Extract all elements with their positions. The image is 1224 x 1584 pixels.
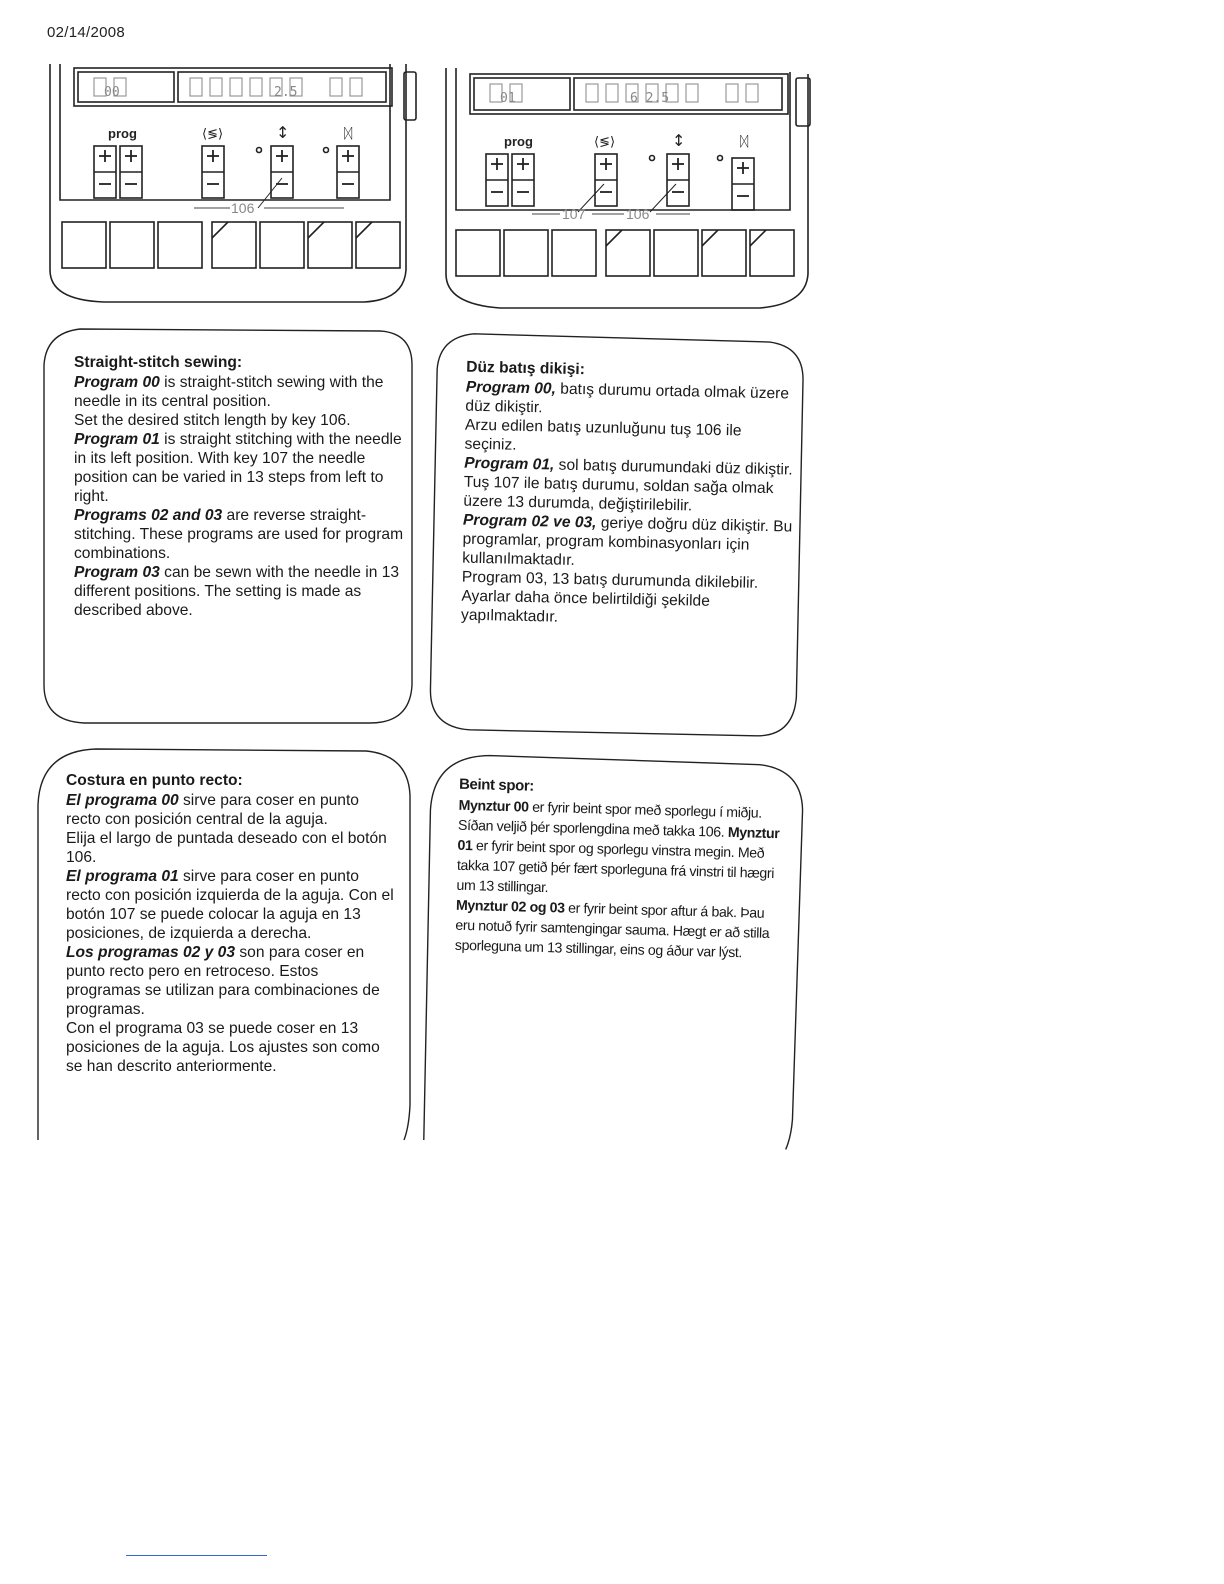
section-icelandic [420, 750, 810, 1150]
term: El programa 00 [66, 792, 179, 809]
document-date: 02/14/2008 [47, 24, 126, 41]
term: Programs 02 and 03 [74, 507, 223, 524]
display-program: 00 [104, 85, 120, 100]
zigzag-icon: ⟨≶⟩ [202, 127, 224, 142]
stitch-length-icon: ᛞ [344, 126, 353, 142]
paragraph: batış durumu ortada olmak üzere düz dikiştir. [465, 380, 790, 417]
paragraph: can be sewn with the needle in 13 different positions. The setting is made as described above. [74, 564, 400, 619]
paragraph: Set the desired stitch length by key 106. [74, 412, 351, 429]
prog-label: prog [108, 126, 137, 141]
section-turkish [426, 329, 812, 741]
control-panel-drawing [440, 64, 815, 319]
needle-position-icon: ↕ [672, 131, 686, 150]
display-value: 2.5 [274, 85, 298, 100]
control-panel-diagram-2 [440, 64, 815, 319]
footer-rule [126, 1555, 267, 1556]
paragraph: is straight-stitch sewing with the needle in its central position. [74, 374, 384, 410]
paragraph: sol batış durumundaki düz dikiştir. Tuş 107 ile batış durumu, soldan sağa olmak üzere 13 durumda, değiştirilebilir. [463, 456, 793, 515]
paragraph: Program 03, 13 batış durumunda dikilebilir. Ayarlar daha önce belirtildiği şekilde yapılmaktadır. [460, 568, 759, 626]
term: Mynztur 01 [457, 824, 780, 855]
callout-106: 106 [626, 206, 650, 222]
section-english [40, 325, 418, 727]
needle-position-icon: ↕ [276, 123, 290, 142]
paragraph: is straight stitching with the needle in its left position. With key 107 the needle position can be varied in 13 steps from left to right. [74, 431, 402, 505]
paragraph: er fyrir beint spor og sporlegu vinstra megin. Með takka 107 getið þér fært sporleguna frá vinstri til hægri um 13 stillingar. [456, 838, 775, 897]
term: Program 02 ve 03, [462, 511, 597, 532]
section-title: Costura en punto recto: [66, 772, 243, 789]
section-title: Beint spor: [458, 775, 535, 795]
paragraph: sirve para coser en punto recto con posición central de la aguja. [66, 792, 359, 828]
term: Program 00, [465, 378, 557, 398]
paragraph: er fyrir beint spor aftur á bak. Þau eru notuð fyrir samtengingar sauma. Hægt er að stilla sporleguna um 13 stillingar, eins og áður var lýst. [454, 900, 770, 962]
term: Program 03 [74, 564, 160, 581]
stitch-length-icon: ᛞ [740, 134, 749, 150]
section-title: Düz batış dikişi: [466, 358, 586, 379]
paragraph: er fyrir beint spor með sporlegu í miðju. Síðan veljið þér sporlengdina með takka 106. [457, 799, 762, 841]
paragraph: son para coser en punto recto pero en retroceso. Estos programas se utilizan para combinaciones de programas. [66, 944, 380, 1018]
paragraph: Con el programa 03 se puede coser en 13 posiciones de la aguja. Los ajustes son como se han descrito anteriormente. [66, 1020, 380, 1075]
section-spanish [36, 745, 416, 1140]
term: Program 00 [74, 374, 160, 391]
term: Program 01, [464, 454, 555, 474]
section-title: Straight-stitch sewing: [74, 354, 243, 371]
term: Mynztur 02 og 03 [455, 897, 565, 917]
display-value: 6 2.5 [630, 91, 670, 106]
callout-106: 106 [231, 200, 255, 216]
paragraph: Elija el largo de puntada deseado con el botón 106. [66, 830, 387, 866]
prog-label: prog [504, 134, 533, 149]
zigzag-icon: ⟨≶⟩ [594, 135, 616, 150]
term: Los programas 02 y 03 [66, 944, 236, 961]
term: Program 01 [74, 431, 160, 448]
term: El programa 01 [66, 868, 179, 885]
paragraph: Arzu edilen batış uzunluğunu tuş 106 ile seçiniz. [464, 416, 742, 454]
paragraph: are reverse straight-stitching. These programs are used for program combinations. [74, 507, 404, 562]
paragraph: sirve para coser en punto recto con posición izquierda de la aguja. Con el botón 107 se puede colocar la aguja en 13 posiciones, de izquierda a derecha. [66, 868, 394, 942]
control-panel-diagram-1 [44, 60, 419, 315]
term: Mynztur 00 [458, 797, 529, 816]
control-panel-drawing [44, 60, 419, 315]
display-program: 01 [500, 91, 516, 106]
callout-107: 107 [562, 206, 586, 222]
paragraph: geriye doğru düz dikiştir. Bu programlar, program kombinasyonları için kullanılmaktadır. [462, 514, 793, 569]
